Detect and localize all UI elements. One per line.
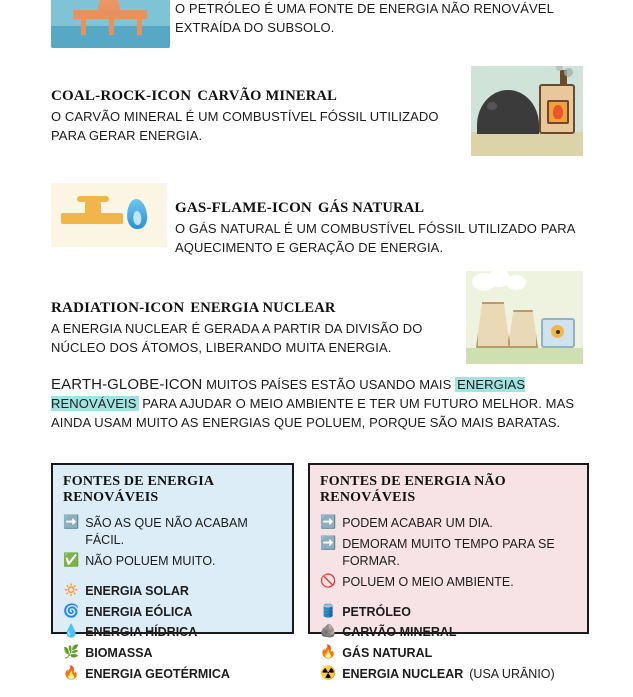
entry-carvao-title: CARVÃO MINERAL	[197, 88, 337, 104]
entry-gas-title-row	[175, 200, 575, 217]
box-non-renewable-item-text: GÁS NATURAL	[342, 646, 433, 661]
box-non-renewable-item	[320, 645, 577, 662]
box-renewable-item	[63, 604, 282, 621]
box-non-renewable-item-text: PETRÓLEO	[342, 604, 411, 619]
wind-icon: 🌀	[63, 602, 80, 618]
sun-icon: 🔅	[63, 581, 80, 597]
box-renewable-item	[63, 583, 282, 600]
box-renewable-item-text: ENERGIA EÓLICA	[85, 604, 193, 619]
box-non-renewable-fact	[320, 574, 577, 591]
arrow-right-icon: ➡️	[63, 514, 80, 529]
closing-note-text	[51, 376, 589, 433]
entry-nuclear-title-row	[51, 300, 451, 317]
radiation-icon: RADIATION-ICON	[51, 300, 185, 316]
entry-nuclear-text: A ENERGIA NUCLEAR É GERADA A PARTIR DA DIVISÃO DO NÚCLEO DOS ÁTOMOS, LIBERANDO MUITA ENERGIA.	[51, 321, 423, 355]
coal-rock-icon: COAL-ROCK-ICON	[51, 88, 192, 104]
box-non-renewable-sources	[308, 463, 589, 682]
coal-stove-illustration	[471, 66, 583, 156]
box-renewable-title: FONTES DE ENERGIA RENOVÁVEIS	[63, 474, 214, 505]
box-renewable-item-text: ENERGIA SOLAR	[85, 583, 189, 598]
entry-carvao-mineral	[51, 88, 461, 146]
gas-valve-illustration	[51, 183, 167, 247]
closing-note-highlight: ENERGIAS RENOVÁVEIS	[51, 377, 526, 411]
box-non-renewable-fact-text: PODEM ACABAR UM DIA.	[342, 516, 493, 530]
nuclear-plant-illustration	[466, 271, 583, 364]
entry-carvao-text: O CARVÃO MINERAL É UM COMBUSTÍVEL FÓSSIL UTILIZADO PARA GERAR ENERGIA.	[51, 109, 439, 143]
earth-globe-icon: EARTH-GLOBE-ICON	[51, 376, 203, 393]
box-non-renewable-fact	[320, 515, 577, 532]
box-non-renewable-item-text: CARVÃO MINERAL	[342, 625, 457, 640]
box-non-renewable-item-text: ENERGIA NUCLEAR	[342, 667, 464, 682]
box-non-renewable-item-suffix: (USA URÂNIO)	[469, 667, 555, 682]
oil-rig-illustration	[51, 0, 170, 48]
box-renewable-item	[63, 645, 282, 662]
arrow-right-icon: ➡️	[320, 534, 337, 550]
box-non-renewable-item	[320, 624, 577, 641]
box-renewable-fact-text: NÃO POLUEM MUITO.	[85, 553, 216, 568]
entry-gas-title: GÁS NATURAL	[317, 200, 425, 216]
plant-icon: 🌿	[63, 644, 80, 660]
water-drop-icon: 💧	[63, 623, 80, 639]
entry-carvao-title-row	[51, 88, 461, 105]
box-non-renewable-fact-text: DEMORAM MUITO TEMPO PARA SE FORMAR.	[342, 536, 555, 568]
box-renewable-item	[63, 624, 282, 641]
radiation-icon: ☢️	[320, 665, 337, 681]
box-renewable-item-text: ENERGIA HÍDRICA	[85, 625, 198, 640]
box-renewable-item	[63, 666, 282, 683]
box-non-renewable-title: FONTES DE ENERGIA NÃO RENOVÁVEIS	[320, 474, 506, 505]
flame-icon: 🔥	[63, 665, 80, 681]
flame-icon: 🔥	[320, 644, 337, 660]
closing-note-part1: MUITOS PAÍSES ESTÃO USANDO MAIS	[206, 377, 456, 392]
box-renewable-item-text: ENERGIA GEOTÉRMICA	[85, 667, 230, 682]
entry-gas-natural	[175, 200, 575, 258]
coal-rock-icon: 🪨	[320, 623, 337, 639]
entry-gas-text: O GÁS NATURAL É UM COMBUSTÍVEL FÓSSIL UTILIZADO PARA AQUECIMENTO E GERAÇÃO DE ENERGIA.	[175, 221, 575, 255]
closing-note-part2: PARA AJUDAR O MEIO AMBIENTE E TER UM FUTURO MELHOR. MAS AINDA USAM MUITO AS ENERGIAS QUE POLUEM, PORQUE SÃO MAIS BARATAS.	[51, 395, 575, 430]
gas-flame-icon: GAS-FLAME-ICON	[175, 200, 312, 216]
box-non-renewable-fact-text: POLUEM O MEIO AMBIENTE.	[342, 574, 514, 589]
check-mark-icon: ✅	[63, 551, 80, 567]
prohibited-icon: 🚫	[320, 572, 337, 588]
box-renewable-fact-text: SÃO AS QUE NÃO ACABAM FÁCIL.	[85, 516, 248, 547]
entry-petroleo	[175, 0, 595, 38]
box-non-renewable-item	[320, 666, 577, 683]
box-non-renewable-fact	[320, 536, 577, 570]
box-renewable-sources	[51, 463, 294, 682]
oil-barrel-icon: 🛢️	[320, 602, 337, 618]
box-renewable-item-text: BIOMASSA	[85, 646, 153, 661]
entry-petroleo-text: O PETRÓLEO É UMA FONTE DE ENERGIA NÃO RENOVÁVEL EXTRAÍDA DO SUBSOLO.	[175, 1, 554, 35]
arrow-right-icon: ➡️	[320, 514, 337, 529]
closing-note	[51, 376, 589, 433]
entry-energia-nuclear	[51, 300, 451, 358]
entry-nuclear-title: ENERGIA NUCLEAR	[190, 300, 336, 316]
box-non-renewable-item	[320, 604, 577, 621]
box-renewable-fact	[63, 515, 282, 549]
box-renewable-fact	[63, 553, 282, 570]
